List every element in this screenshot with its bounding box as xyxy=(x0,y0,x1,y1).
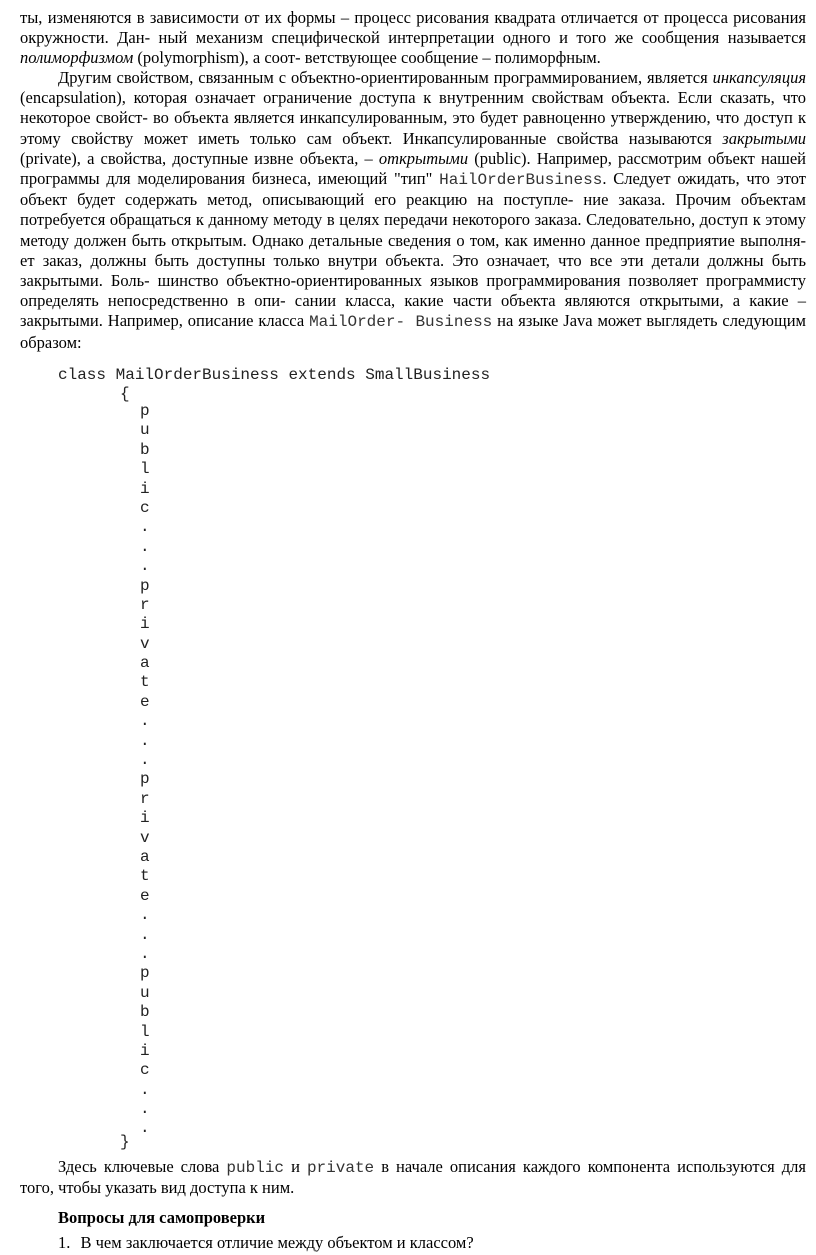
paragraph-text: (polymorphism), а соот- ветствующее сообщение – полиморфным. xyxy=(133,48,601,68)
paragraph-text: и xyxy=(284,1157,307,1176)
term-private: закрытыми xyxy=(722,128,806,148)
code-char: . xyxy=(140,1100,150,1119)
code-char: b xyxy=(140,440,150,459)
paragraph-text: на языке Java может выглядеть следующим образом: xyxy=(20,311,806,352)
code-close-brace: } xyxy=(120,1133,130,1151)
paragraph-keywords xyxy=(20,1157,806,1198)
code-char: v xyxy=(140,828,150,847)
code-char: . xyxy=(140,1119,150,1138)
code-char: i xyxy=(140,479,150,498)
code-char: . xyxy=(140,518,150,537)
code-char: c xyxy=(140,498,150,517)
code-vertical-column xyxy=(140,402,160,1139)
paragraph-text: Здесь ключевые слова xyxy=(58,1157,227,1176)
paragraph-polymorphism xyxy=(20,8,806,69)
paragraph-body xyxy=(20,68,806,353)
code-class-declaration: class MailOrderBusiness extends SmallBusiness xyxy=(58,366,491,384)
code-char: . xyxy=(140,557,150,576)
code-char: . xyxy=(140,537,150,556)
paragraph-text: . Следует ожидать, что этот объект будет содержать метод, описывающий его реакцию на поступле- ние заказа. Прочим объектам потребуется обращаться к данному методу в целях передачи некоторого заказа. Следовательно, доступ к этому методу должен быть открытым. Однако детальные сведения о том, как именно данное предприятие выполня- ет заказ, должны быть доступны только внутри объекта. Это означает, что все эти детали должны быть закрытыми. Боль- шинство объектно-ориентированных языков программирования позволяет программисту определять непосредственно в опи- сании класса, какие части объекта являются открытыми, а какие – закрытыми. Например, описание класса xyxy=(20,169,806,331)
inline-code: private xyxy=(306,1159,375,1177)
list-text: В чем заключается отличие между объектом и классом? xyxy=(80,1233,474,1252)
code-char: u xyxy=(140,421,150,440)
paragraph-text: в начале описания каждого компонента используются для того, чтобы указать вид доступа к ним. xyxy=(20,1157,806,1198)
code-char: . xyxy=(140,751,150,770)
code-char: t xyxy=(140,867,150,886)
code-char: t xyxy=(140,673,150,692)
code-open-brace: { xyxy=(120,385,130,403)
code-char: . xyxy=(140,1080,150,1099)
list-item xyxy=(58,1233,474,1253)
code-char: . xyxy=(140,944,150,963)
inline-code: HailOrderBusiness xyxy=(439,171,603,190)
code-char: . xyxy=(140,906,150,925)
code-char: b xyxy=(140,1003,150,1022)
code-char: e xyxy=(140,692,150,711)
section-heading: Вопросы для самопроверки xyxy=(58,1208,266,1227)
list-number: 1. xyxy=(58,1233,71,1252)
paragraph-encapsulation xyxy=(20,68,806,353)
code-char: p xyxy=(140,576,150,595)
paragraph-line: окружности. Дан- ный механизм специфической интерпретации одного и того же сообщения называется xyxy=(20,28,806,48)
code-char: l xyxy=(140,1022,150,1041)
code-char: r xyxy=(140,595,150,614)
paragraph-body xyxy=(20,1157,806,1198)
paragraph-text: (encapsulation), которая означает ограничение доступа к внутренним свойствам объекта. Если сказать, что некоторое свойст- во объекта является инкапсулированным, это будет равноценно утверждению, что доступ к этому свойству может иметь только сам объект. Инкапсулированные свойства называются xyxy=(20,88,806,148)
inline-code: MailOrder- Business xyxy=(309,313,493,332)
code-char: . xyxy=(140,712,150,731)
code-char: i xyxy=(140,1041,150,1060)
code-char: . xyxy=(140,731,150,750)
paragraph-line xyxy=(20,48,806,68)
code-char: r xyxy=(140,789,150,808)
code-char: i xyxy=(140,809,150,828)
code-char: p xyxy=(140,770,150,789)
code-char: l xyxy=(140,460,150,479)
term-polymorphism: полиморфизмом xyxy=(20,48,134,68)
paragraph-text: (public). Например, рассмотрим объект нашей программы для моделирования бизнеса, имеющий "тип" xyxy=(20,148,806,189)
code-char: c xyxy=(140,1061,150,1080)
inline-code: public xyxy=(226,1159,285,1177)
code-char: . xyxy=(140,925,150,944)
code-char: p xyxy=(140,964,150,983)
paragraph-text: Другим свойством, связанным с объектно-ориентированным программированием, является xyxy=(58,68,713,87)
code-char: e xyxy=(140,886,150,905)
term-encapsulation: инкапсуляция xyxy=(712,68,806,87)
paragraph-text: (private), а свойства, доступные извне объекта, – xyxy=(20,148,379,168)
code-char: a xyxy=(140,847,150,866)
code-char: p xyxy=(140,402,150,420)
paragraph-line: ты, изменяются в зависимости от их формы – процесс рисования квадрата отличается от процесса рисования xyxy=(20,8,806,27)
term-public: открытыми xyxy=(378,148,469,168)
code-char: i xyxy=(140,615,150,634)
code-char: a xyxy=(140,654,150,673)
code-char: v xyxy=(140,634,150,653)
code-char: u xyxy=(140,983,150,1002)
